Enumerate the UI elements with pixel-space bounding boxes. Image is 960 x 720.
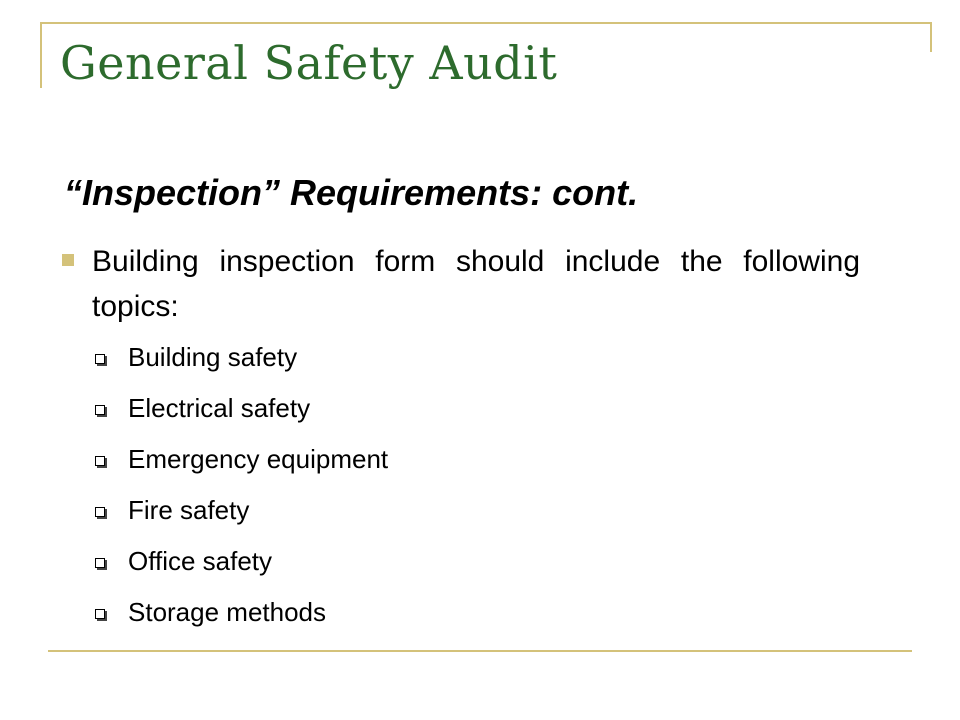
hollow-square-bullet-icon (95, 456, 105, 466)
main-bullet-item (60, 239, 860, 329)
topic-list-item (94, 544, 694, 595)
topic-label: Office safety (128, 546, 273, 576)
hollow-square-bullet-icon (95, 507, 105, 517)
topic-label: Emergency equipment (128, 444, 389, 474)
square-bullet-icon (62, 254, 74, 266)
topic-list-item (94, 595, 694, 646)
topic-list-item (94, 442, 694, 493)
hollow-square-bullet-icon (95, 354, 105, 364)
slide-subheading: “Inspection” Requirements: cont. (64, 172, 639, 213)
top-rule-line (40, 22, 932, 24)
hollow-square-bullet-icon (95, 609, 105, 619)
slide-title: General Safety Audit (60, 36, 558, 90)
topic-label: Storage methods (128, 597, 327, 627)
hollow-square-bullet-icon (95, 405, 105, 415)
right-rule-line (930, 22, 932, 52)
topic-list-item (94, 340, 694, 391)
topic-list-item (94, 391, 694, 442)
hollow-square-bullet-icon (95, 558, 105, 568)
topic-label: Building safety (128, 342, 298, 372)
main-bullet-text: Building inspection form should include the following topics: (92, 245, 860, 323)
topic-label: Electrical safety (128, 393, 311, 423)
topic-list (94, 340, 694, 646)
topic-label: Fire safety (128, 495, 250, 525)
left-rule-line (40, 22, 42, 88)
topic-list-item (94, 493, 694, 544)
bottom-rule-line (48, 650, 912, 652)
